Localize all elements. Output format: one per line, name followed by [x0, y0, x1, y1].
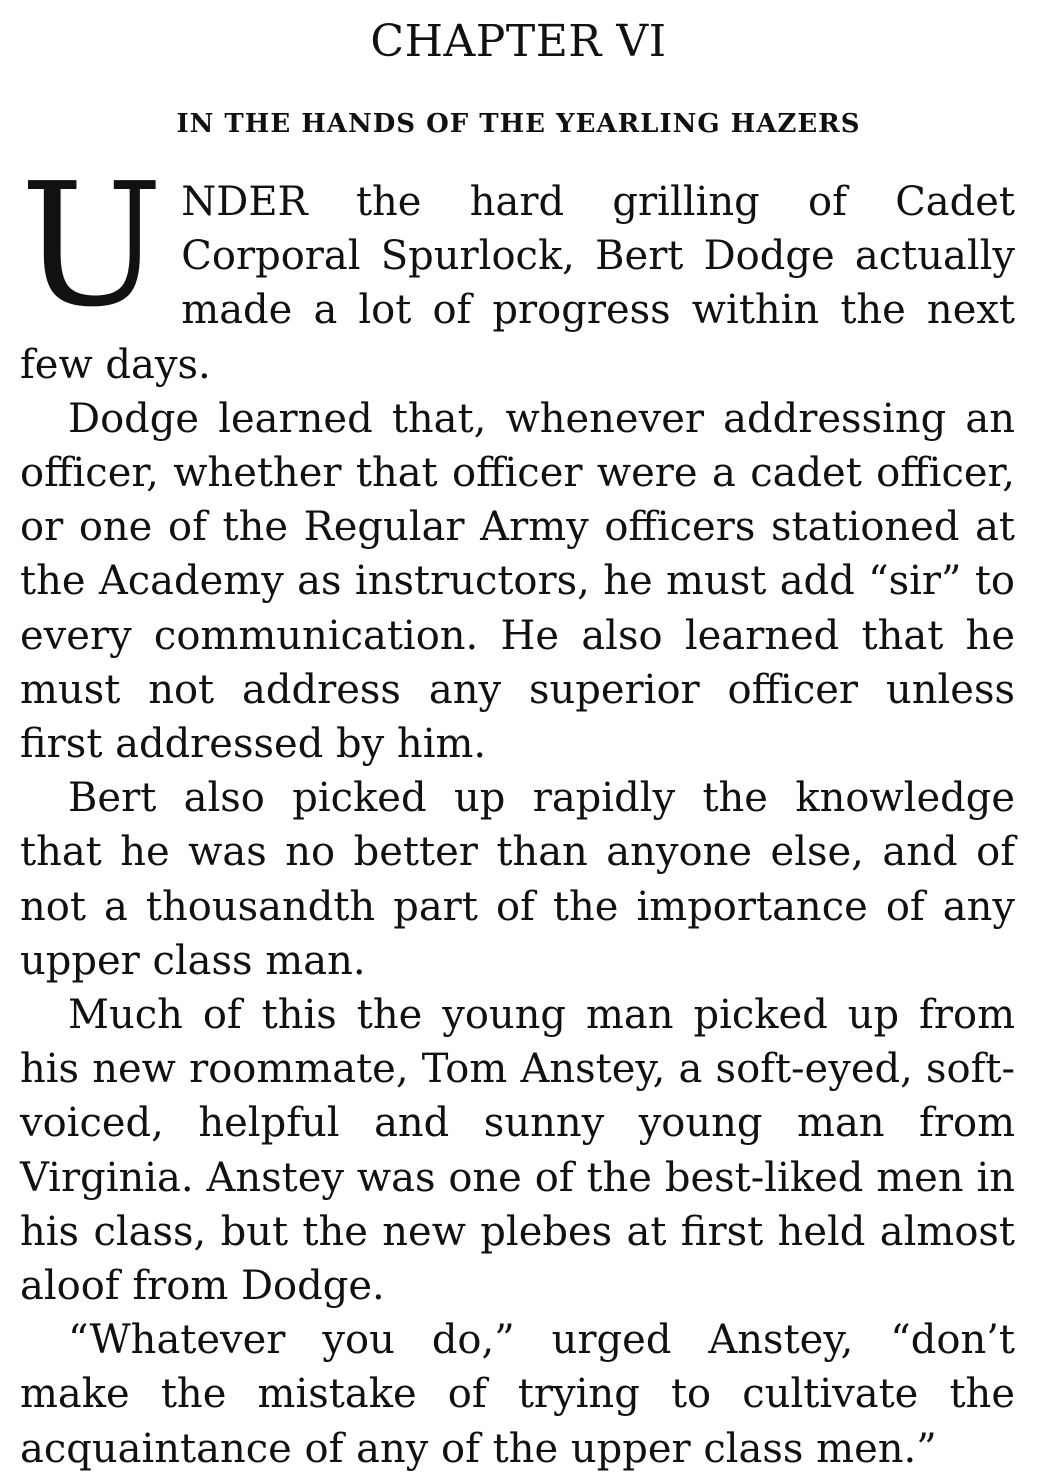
paragraph-3: Bert also picked up rapidly the knowledge that he was no better than anyone else, and of not a thousandth part of the importance of any upper class man.: [20, 775, 1015, 984]
paragraph-2: Dodge learned that, whenever addressing an officer, whether that officer were a cadet officer, or one of the Regular Army officers stationed at the Academy as instructors, he must add “sir” to every communication. He also learned that he must not address any superior officer unless first addressed by him.: [20, 395, 1015, 768]
chapter-heading: CHAPTER VI: [370, 16, 667, 67]
chapter-subtitle: IN THE HANDS OF THE YEARLING HAZERS: [176, 109, 861, 139]
paragraph-5: “Whatever you do,” urged Anstey, “don’t make the mistake of trying to cultivate the acquaintance of any of the upper class men.”: [20, 1317, 1015, 1472]
chapter-body: [20, 147, 1015, 1476]
paragraph-1: [20, 147, 1015, 392]
paragraph-4: Much of this the young man picked up from his new roommate, Tom Anstey, a soft-eyed, soft-voiced, helpful and sunny young man from Virginia. Anstey was one of the best-liked men in his class, but the new plebes at first held almost aloof from Dodge.: [20, 992, 1015, 1310]
drop-cap: U: [20, 147, 164, 345]
paragraph-1-text: NDER the hard grilling of Cadet Corporal Spurlock, Bert Dodge actually made a lot of progress within the next few days.: [20, 179, 1015, 388]
